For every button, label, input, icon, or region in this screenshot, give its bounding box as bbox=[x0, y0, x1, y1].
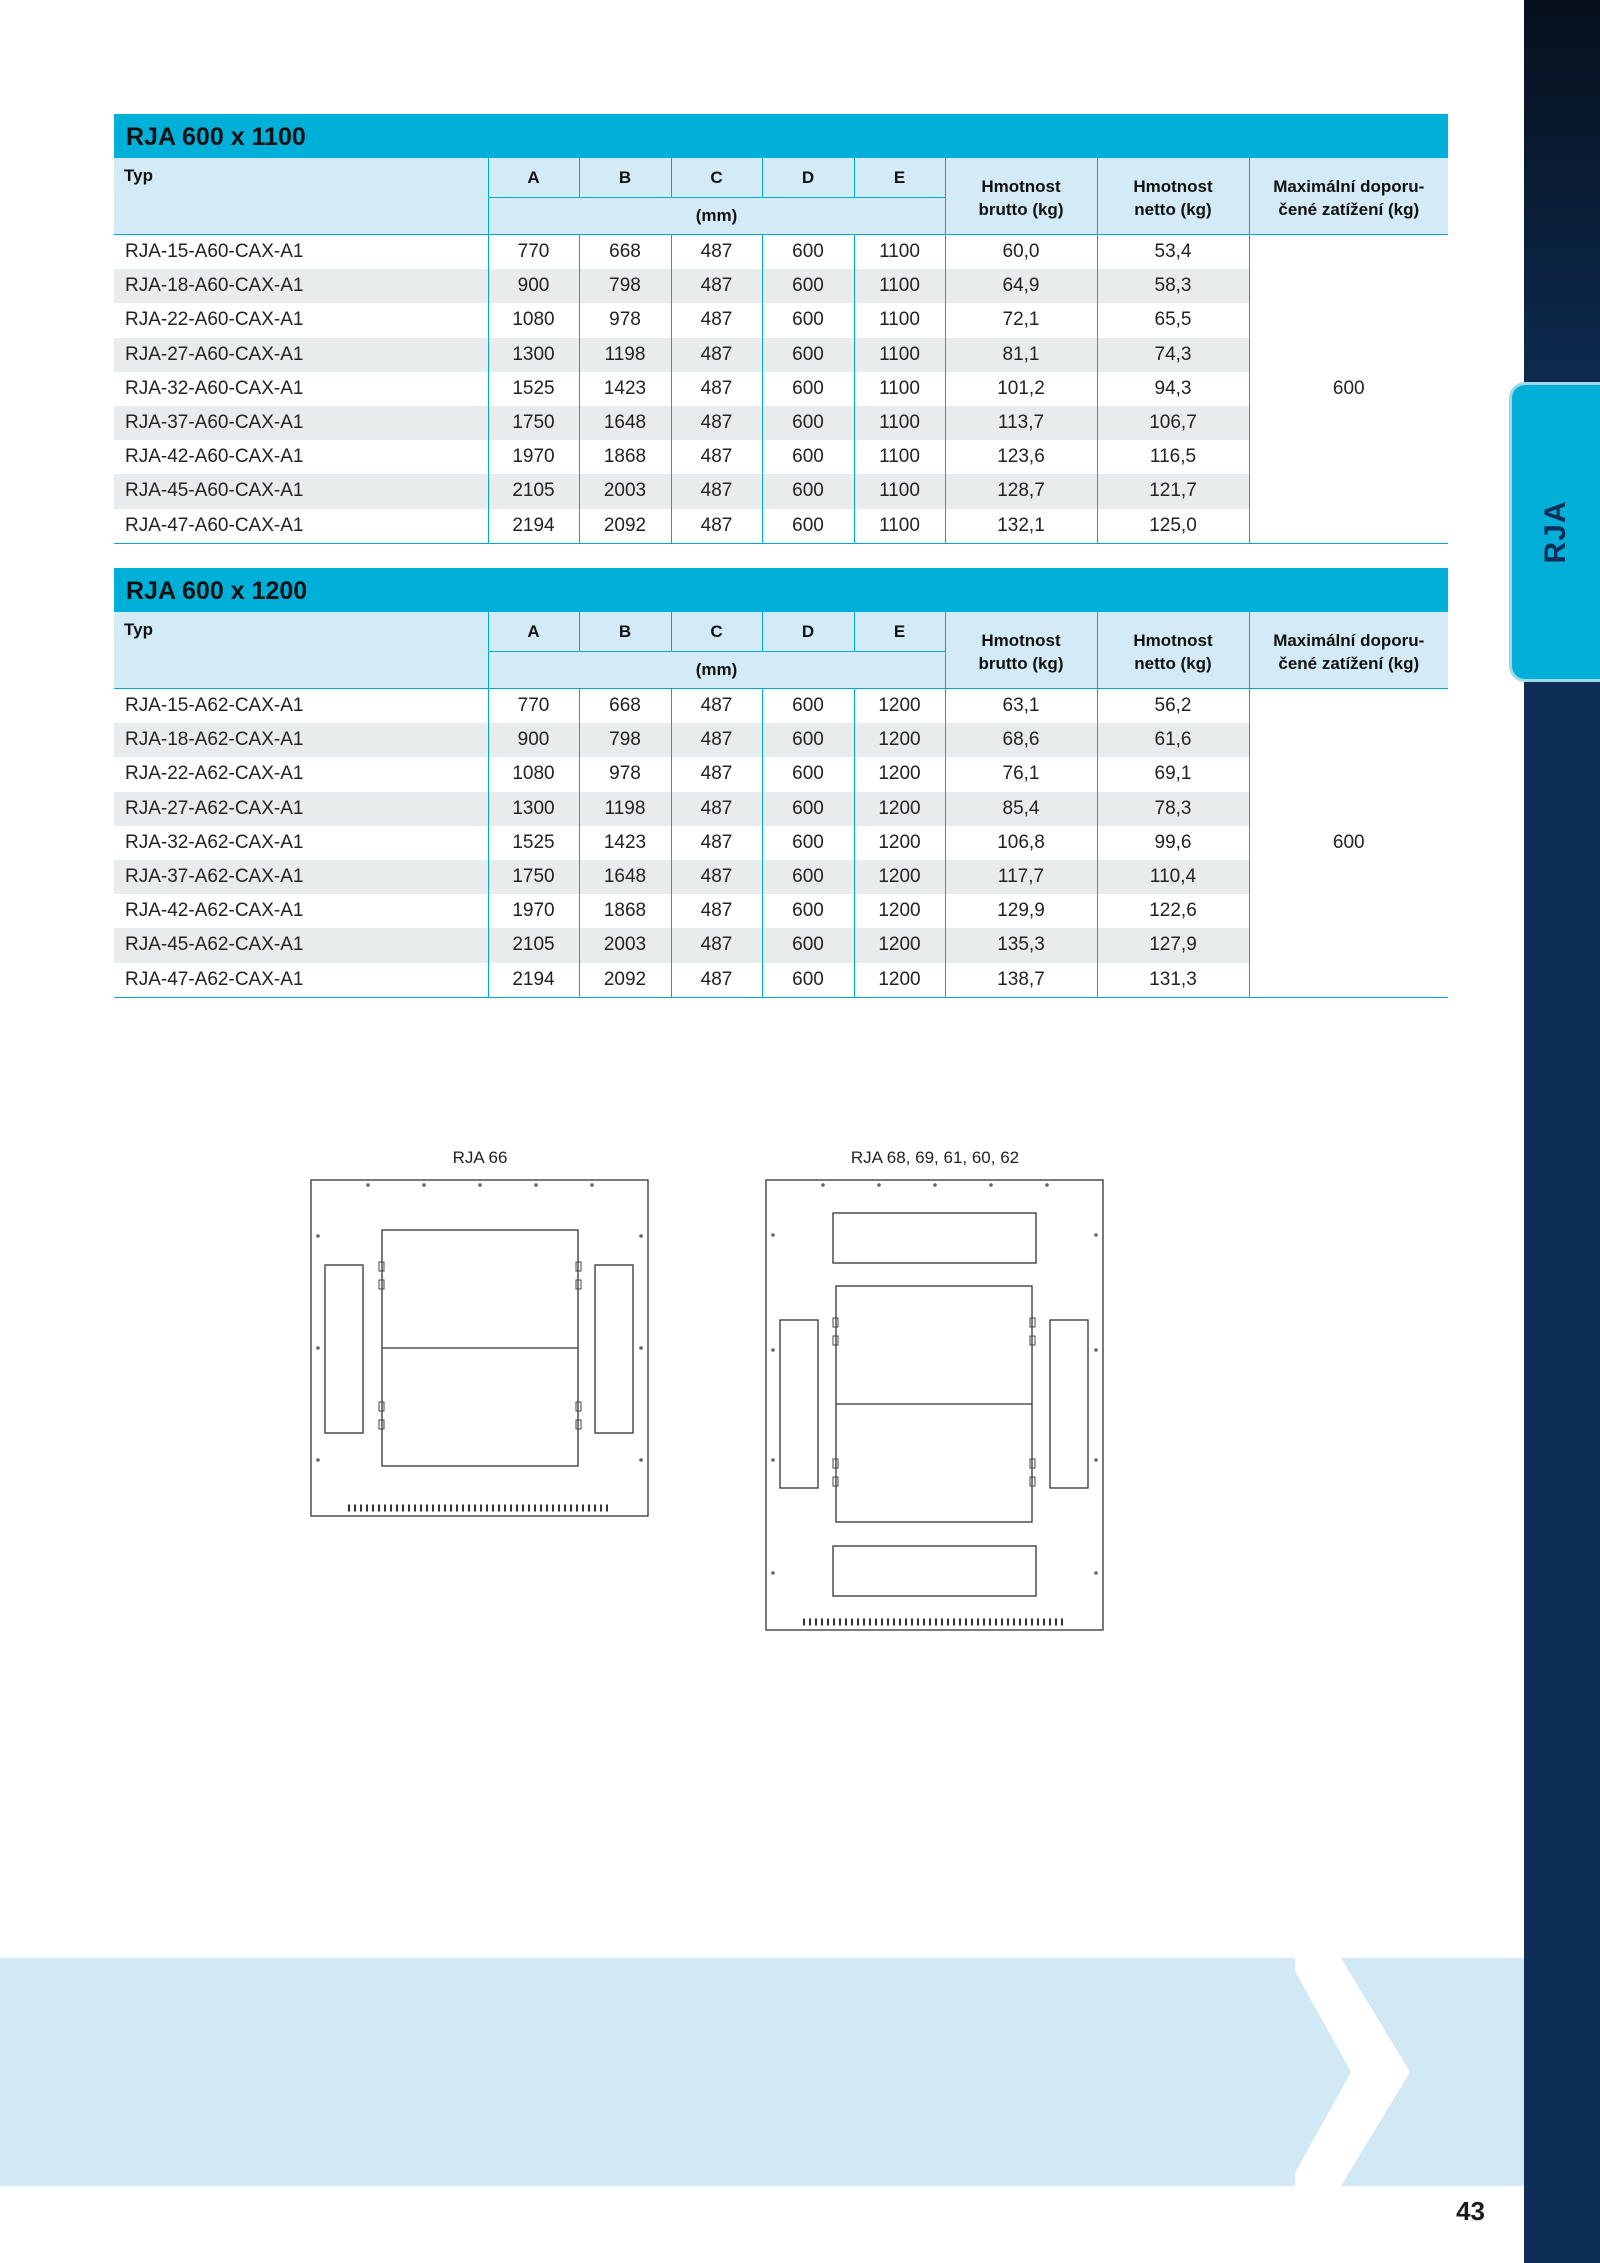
cell-type: RJA-27-A60-CAX-A1 bbox=[114, 338, 488, 372]
spec-table bbox=[114, 158, 1448, 544]
header-unit-mm: (mm) bbox=[488, 198, 945, 235]
table-row bbox=[114, 406, 1448, 440]
table-cell: 600 bbox=[762, 269, 854, 303]
table-cell: 600 bbox=[762, 894, 854, 928]
cell-type: RJA-45-A62-CAX-A1 bbox=[114, 928, 488, 962]
section-tab-rja[interactable] bbox=[1509, 382, 1600, 682]
table-cell: 978 bbox=[579, 303, 671, 337]
table-row bbox=[114, 440, 1448, 474]
table-body bbox=[114, 235, 1448, 544]
table-cell: 128,7 bbox=[945, 474, 1097, 508]
cell-type: RJA-22-A60-CAX-A1 bbox=[125, 309, 304, 331]
header-a: A bbox=[488, 158, 579, 198]
table-cell: 600 bbox=[762, 826, 854, 860]
table-cell: 600 bbox=[762, 860, 854, 894]
table-cell: 487 bbox=[671, 860, 762, 894]
drawing-rja-68-69-61-60-62 bbox=[755, 1170, 1115, 1640]
cell-type: RJA-22-A62-CAX-A1 bbox=[125, 763, 304, 785]
cell-type: RJA-15-A60-CAX-A1 bbox=[125, 241, 304, 263]
table-cell: 64,9 bbox=[945, 269, 1097, 303]
chevron-right-icon bbox=[1295, 1958, 1410, 2186]
table-cell: 600 bbox=[762, 792, 854, 826]
table-cell: 127,9 bbox=[1097, 928, 1249, 962]
table-cell: 600 bbox=[762, 406, 854, 440]
cell-max-load: 600 bbox=[1249, 689, 1448, 998]
table-row bbox=[114, 723, 1448, 757]
table-row bbox=[114, 860, 1448, 894]
table-cell: 600 bbox=[762, 689, 854, 724]
table-row bbox=[114, 269, 1448, 303]
table-cell: 1200 bbox=[854, 826, 945, 860]
cell-type: RJA-18-A60-CAX-A1 bbox=[114, 269, 488, 303]
table-cell: 2003 bbox=[579, 474, 671, 508]
cell-type: RJA-18-A62-CAX-A1 bbox=[114, 723, 488, 757]
table-cell: 1100 bbox=[854, 440, 945, 474]
cell-type: RJA-42-A62-CAX-A1 bbox=[125, 900, 304, 922]
table-cell: 487 bbox=[671, 372, 762, 406]
page-number: 43 bbox=[1456, 2196, 1485, 2226]
header-typ: Typ bbox=[114, 612, 488, 689]
table-cell: 78,3 bbox=[1097, 792, 1249, 826]
table-cell: 1100 bbox=[854, 406, 945, 440]
table-cell: 61,6 bbox=[1097, 723, 1249, 757]
table-cell: 770 bbox=[488, 689, 579, 724]
header-d: D bbox=[762, 612, 854, 652]
section-tab-label: RJA bbox=[1539, 500, 1572, 564]
header-c: C bbox=[671, 158, 762, 198]
table-cell: 122,6 bbox=[1097, 894, 1249, 928]
table-cell: 900 bbox=[488, 723, 579, 757]
table-row bbox=[114, 372, 1448, 406]
drawing-label-right: RJA 68, 69, 61, 60, 62 bbox=[850, 1148, 1020, 1167]
header-b: B bbox=[579, 612, 671, 652]
cell-type: RJA-47-A60-CAX-A1 bbox=[125, 514, 304, 536]
header-typ: Typ bbox=[114, 158, 488, 235]
header-b: B bbox=[579, 158, 671, 198]
table-cell: 1100 bbox=[854, 235, 945, 270]
table-row bbox=[114, 689, 1448, 724]
table-cell: 487 bbox=[671, 963, 762, 998]
table-cell: 65,5 bbox=[1097, 303, 1249, 337]
table-cell: 1750 bbox=[488, 406, 579, 440]
table-cell: 487 bbox=[671, 474, 762, 508]
table-cell: 900 bbox=[488, 269, 579, 303]
table-cell: 600 bbox=[762, 723, 854, 757]
table-cell: 94,3 bbox=[1097, 372, 1249, 406]
table-cell: 600 bbox=[762, 757, 854, 791]
table-cell: 60,0 bbox=[945, 235, 1097, 270]
cell-type: RJA-37-A62-CAX-A1 bbox=[114, 860, 488, 894]
table-cell: 600 bbox=[762, 338, 854, 372]
table-cell: 487 bbox=[671, 826, 762, 860]
table-cell: 798 bbox=[579, 269, 671, 303]
table-cell: 1198 bbox=[579, 792, 671, 826]
table-cell: 1648 bbox=[579, 406, 671, 440]
table-cell: 1300 bbox=[488, 792, 579, 826]
cell-max-load: 600 bbox=[1249, 235, 1448, 544]
table-cell: 1198 bbox=[579, 338, 671, 372]
table-rja-600x1100 bbox=[114, 114, 1448, 544]
table-cell: 600 bbox=[762, 235, 854, 270]
table-cell: 131,3 bbox=[1097, 963, 1249, 998]
table-cell: 1200 bbox=[854, 757, 945, 791]
table-cell: 600 bbox=[762, 474, 854, 508]
table-cell: 487 bbox=[671, 440, 762, 474]
table-cell: 81,1 bbox=[945, 338, 1097, 372]
spec-table bbox=[114, 612, 1448, 998]
table-cell: 2194 bbox=[488, 963, 579, 998]
table-cell: 1080 bbox=[488, 757, 579, 791]
table-cell: 1200 bbox=[854, 860, 945, 894]
table-cell: 668 bbox=[579, 235, 671, 270]
header-a: A bbox=[488, 612, 579, 652]
table-cell: 1525 bbox=[488, 372, 579, 406]
table-cell: 978 bbox=[579, 757, 671, 791]
cell-type: RJA-15-A62-CAX-A1 bbox=[125, 695, 304, 717]
table-cell: 125,0 bbox=[1097, 509, 1249, 544]
table-cell: 487 bbox=[671, 792, 762, 826]
sidebar-bar bbox=[1524, 0, 1600, 2263]
header-weight-gross: Hmotnost brutto (kg) bbox=[945, 612, 1097, 689]
table-cell: 600 bbox=[762, 303, 854, 337]
table-cell: 487 bbox=[671, 303, 762, 337]
table-cell: 68,6 bbox=[945, 723, 1097, 757]
table-cell: 121,7 bbox=[1097, 474, 1249, 508]
header-max-load: Maximální doporu- čené zatížení (kg) bbox=[1249, 158, 1448, 235]
header-weight-net: Hmotnost netto (kg) bbox=[1097, 158, 1249, 235]
table-cell: 72,1 bbox=[945, 303, 1097, 337]
table-cell: 135,3 bbox=[945, 928, 1097, 962]
table-cell: 1970 bbox=[488, 440, 579, 474]
table-cell: 53,4 bbox=[1097, 235, 1249, 270]
table-cell: 600 bbox=[762, 963, 854, 998]
table-cell: 600 bbox=[762, 372, 854, 406]
table-cell: 487 bbox=[671, 509, 762, 544]
table-cell: 1200 bbox=[854, 723, 945, 757]
table-cell: 132,1 bbox=[945, 509, 1097, 544]
table-cell: 668 bbox=[579, 689, 671, 724]
table-cell: 487 bbox=[671, 723, 762, 757]
cell-type: RJA-45-A60-CAX-A1 bbox=[114, 474, 488, 508]
table-cell: 63,1 bbox=[945, 689, 1097, 724]
table-cell: 798 bbox=[579, 723, 671, 757]
table-cell: 1200 bbox=[854, 689, 945, 724]
table-cell: 487 bbox=[671, 235, 762, 270]
table-row bbox=[114, 826, 1448, 860]
table-row bbox=[114, 963, 1448, 998]
table-body bbox=[114, 689, 1448, 998]
table-cell: 487 bbox=[671, 406, 762, 440]
table-cell: 487 bbox=[671, 928, 762, 962]
table-cell: 1750 bbox=[488, 860, 579, 894]
table-cell: 2092 bbox=[579, 963, 671, 998]
table-cell: 113,7 bbox=[945, 406, 1097, 440]
table-cell: 1300 bbox=[488, 338, 579, 372]
table-cell: 600 bbox=[762, 928, 854, 962]
table-cell: 487 bbox=[671, 269, 762, 303]
table-cell: 1423 bbox=[579, 372, 671, 406]
table-cell: 1100 bbox=[854, 303, 945, 337]
header-weight-gross: Hmotnost brutto (kg) bbox=[945, 158, 1097, 235]
table-cell: 487 bbox=[671, 894, 762, 928]
table-cell: 123,6 bbox=[945, 440, 1097, 474]
table-cell: 99,6 bbox=[1097, 826, 1249, 860]
cell-type: RJA-27-A62-CAX-A1 bbox=[114, 792, 488, 826]
header-c: C bbox=[671, 612, 762, 652]
table-cell: 1100 bbox=[854, 269, 945, 303]
table-cell: 1080 bbox=[488, 303, 579, 337]
table-row bbox=[114, 757, 1448, 791]
header-weight-net: Hmotnost netto (kg) bbox=[1097, 612, 1249, 689]
table-cell: 129,9 bbox=[945, 894, 1097, 928]
table-cell: 770 bbox=[488, 235, 579, 270]
table-cell: 1525 bbox=[488, 826, 579, 860]
cell-type: RJA-32-A62-CAX-A1 bbox=[125, 831, 304, 853]
cell-type: RJA-42-A60-CAX-A1 bbox=[125, 446, 304, 468]
table-cell: 58,3 bbox=[1097, 269, 1249, 303]
table-row bbox=[114, 894, 1448, 928]
table-rja-600x1200 bbox=[114, 568, 1448, 998]
table-cell: 600 bbox=[762, 509, 854, 544]
table-cell: 1100 bbox=[854, 509, 945, 544]
table-cell: 1868 bbox=[579, 440, 671, 474]
table-cell: 487 bbox=[671, 757, 762, 791]
table-cell: 106,8 bbox=[945, 826, 1097, 860]
cell-type: RJA-32-A60-CAX-A1 bbox=[125, 377, 304, 399]
table-cell: 1100 bbox=[854, 474, 945, 508]
header-d: D bbox=[762, 158, 854, 198]
header-max-load: Maximální doporu- čené zatížení (kg) bbox=[1249, 612, 1448, 689]
table-title: RJA 600 x 1100 bbox=[114, 114, 1448, 158]
table-row bbox=[114, 928, 1448, 962]
table-cell: 106,7 bbox=[1097, 406, 1249, 440]
table-cell: 1200 bbox=[854, 963, 945, 998]
table-cell: 2105 bbox=[488, 928, 579, 962]
table-cell: 85,4 bbox=[945, 792, 1097, 826]
table-cell: 487 bbox=[671, 338, 762, 372]
header-e: E bbox=[854, 612, 945, 652]
table-cell: 1100 bbox=[854, 338, 945, 372]
table-cell: 117,7 bbox=[945, 860, 1097, 894]
table-cell: 1200 bbox=[854, 894, 945, 928]
table-cell: 600 bbox=[762, 440, 854, 474]
table-row bbox=[114, 235, 1448, 270]
table-cell: 1200 bbox=[854, 928, 945, 962]
table-cell: 1648 bbox=[579, 860, 671, 894]
table-cell: 2105 bbox=[488, 474, 579, 508]
table-row bbox=[114, 509, 1448, 544]
table-cell: 76,1 bbox=[945, 757, 1097, 791]
table-cell: 74,3 bbox=[1097, 338, 1249, 372]
table-cell: 116,5 bbox=[1097, 440, 1249, 474]
table-cell: 2003 bbox=[579, 928, 671, 962]
table-cell: 69,1 bbox=[1097, 757, 1249, 791]
table-cell: 110,4 bbox=[1097, 860, 1249, 894]
table-cell: 56,2 bbox=[1097, 689, 1249, 724]
table-cell: 101,2 bbox=[945, 372, 1097, 406]
table-cell: 2194 bbox=[488, 509, 579, 544]
table-row bbox=[114, 792, 1448, 826]
drawing-rja-66 bbox=[300, 1170, 660, 1525]
table-cell: 2092 bbox=[579, 509, 671, 544]
cell-type: RJA-37-A60-CAX-A1 bbox=[114, 406, 488, 440]
header-unit-mm: (mm) bbox=[488, 652, 945, 689]
table-cell: 1100 bbox=[854, 372, 945, 406]
drawing-label-left: RJA 66 bbox=[452, 1148, 508, 1167]
table-cell: 138,7 bbox=[945, 963, 1097, 998]
cell-type: RJA-47-A62-CAX-A1 bbox=[125, 968, 304, 990]
header-e: E bbox=[854, 158, 945, 198]
table-cell: 1423 bbox=[579, 826, 671, 860]
table-row bbox=[114, 474, 1448, 508]
table-cell: 1970 bbox=[488, 894, 579, 928]
table-row bbox=[114, 303, 1448, 337]
table-cell: 1868 bbox=[579, 894, 671, 928]
table-cell: 487 bbox=[671, 689, 762, 724]
table-row bbox=[114, 338, 1448, 372]
table-title: RJA 600 x 1200 bbox=[114, 568, 1448, 612]
table-cell: 1200 bbox=[854, 792, 945, 826]
